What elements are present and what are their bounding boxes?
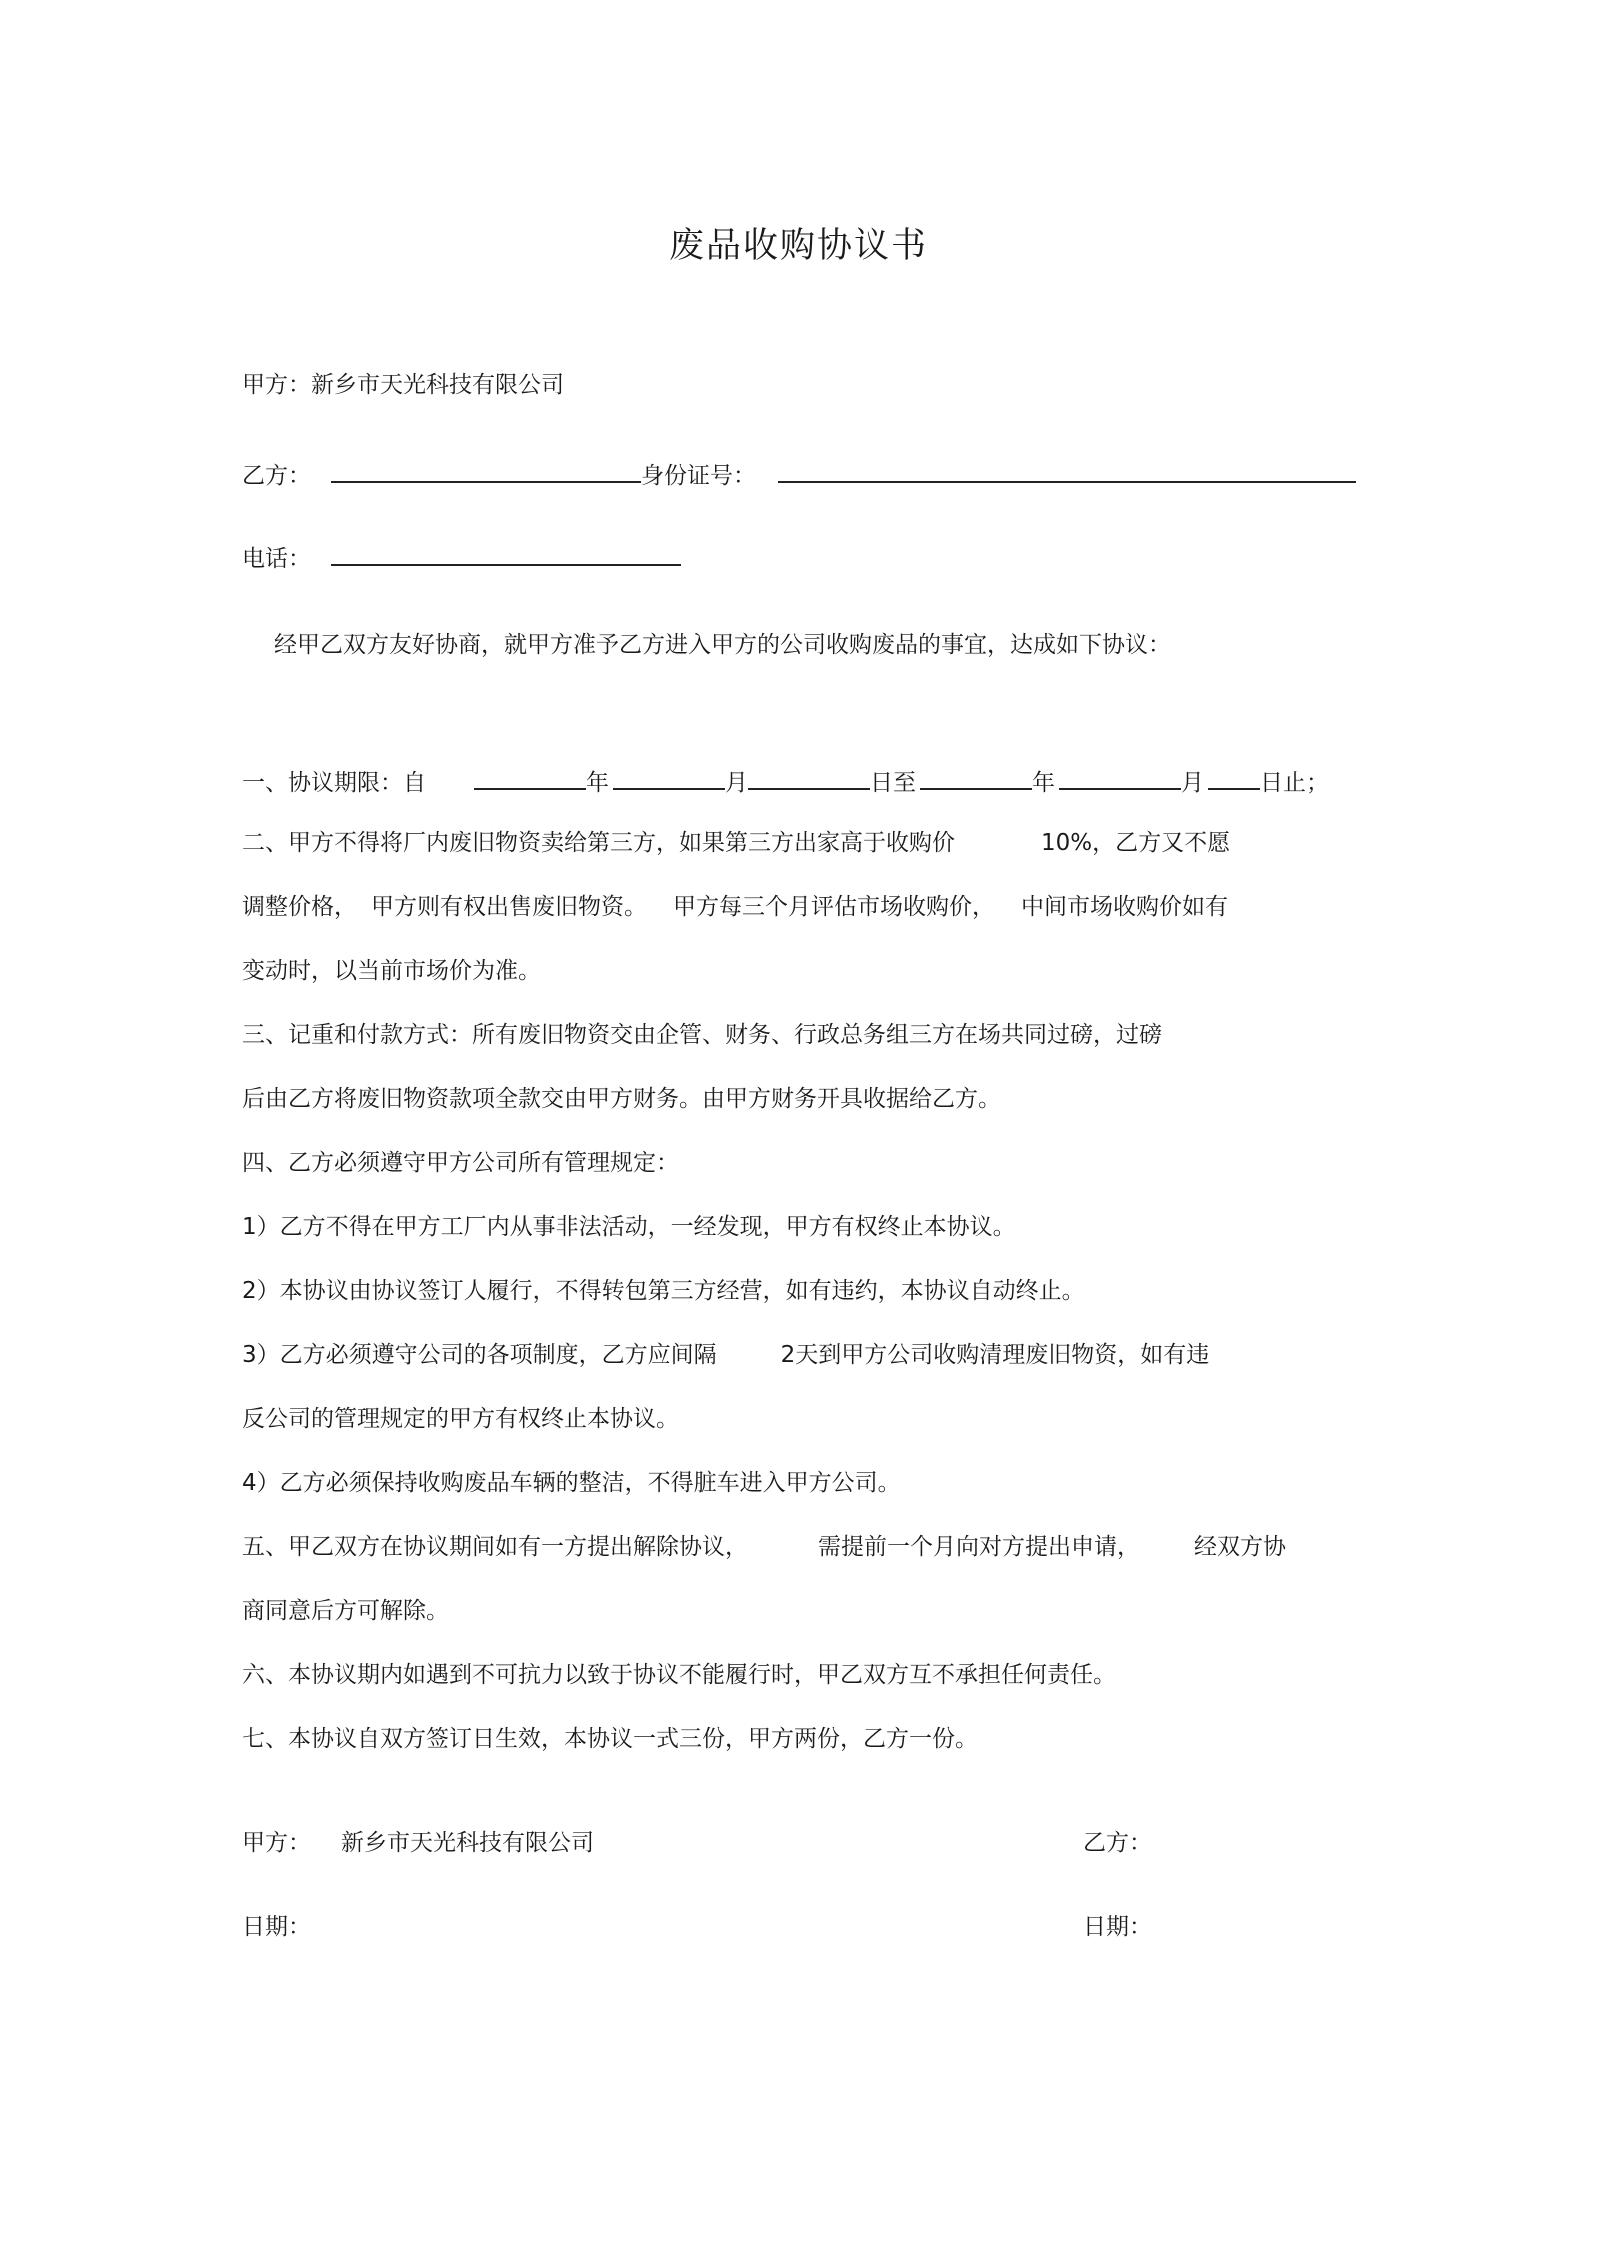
start-month-blank[interactable] <box>613 764 725 790</box>
party-a-name: 新乡市天光科技有限公司 <box>311 372 564 398</box>
clause-4-item-3-text-b: 2天到甲方公司收购清理废旧物资，如有违 <box>780 1342 1210 1368</box>
party-b-name-blank[interactable] <box>331 457 641 483</box>
signature-date-a: 日期： <box>242 1914 311 1940</box>
clause-4-heading: 四、乙方必须遵守甲方公司所有管理规定： <box>242 1150 679 1176</box>
clause-7: 七、本协议自双方签订日生效，本协议一式三份，甲方两份，乙方一份。 <box>242 1726 978 1752</box>
clause-2-line-3: 变动时，以当前市场价为准。 <box>242 958 541 984</box>
clause-1-year2-label: 年 <box>1032 770 1055 796</box>
clause-1-year-label: 年 <box>586 770 609 796</box>
end-day-blank[interactable] <box>1208 764 1260 790</box>
id-label: 身份证号： <box>641 463 756 489</box>
start-year-blank[interactable] <box>474 764 586 790</box>
clause-6: 六、本协议期内如遇到不可抗力以致于协议不能履行时，甲乙双方互不承担任何责任。 <box>242 1662 1116 1688</box>
party-a-label: 甲方： <box>242 372 311 398</box>
clause-5-text-c: 经双方协 <box>1194 1534 1286 1560</box>
clause-2-text-f: 中间市场收购价如有 <box>1021 894 1228 920</box>
signature-party-b: 乙方： <box>1083 1830 1152 1856</box>
clause-2-text-d: 甲方则有权出售废旧物资。 <box>371 894 647 920</box>
id-number-blank[interactable] <box>778 457 1356 483</box>
signature-party-a-name: 新乡市天光科技有限公司 <box>341 1830 594 1856</box>
start-day-blank[interactable] <box>748 764 870 790</box>
phone-line <box>242 540 681 574</box>
party-a-line <box>242 370 564 400</box>
clause-3-line-2: 后由乙方将废旧物资款项全款交由甲方财务。由甲方财务开具收据给乙方。 <box>242 1086 1001 1112</box>
clause-4-item-4: 4）乙方必须保持收购废品车辆的整洁，不得脏车进入甲方公司。 <box>242 1470 901 1496</box>
party-b-label: 乙方： <box>242 463 311 489</box>
intro-paragraph: 经甲乙双方友好协商，就甲方准予乙方进入甲方的公司收购废品的事宜，达成如下协议： <box>274 632 1171 658</box>
end-year-blank[interactable] <box>920 764 1032 790</box>
clause-2-text-e: 甲方每三个月评估市场收购价， <box>673 894 995 920</box>
phone-blank[interactable] <box>331 540 681 566</box>
clause-4-item-2: 2）本协议由协议签订人履行，不得转包第三方经营，如有违约，本协议自动终止。 <box>242 1278 1085 1304</box>
clause-1-month2-label: 月 <box>1181 770 1204 796</box>
clause-1-end-label: 日止； <box>1260 770 1329 796</box>
party-b-line <box>242 457 1356 491</box>
clause-2-text-c: 调整价格， <box>242 894 357 920</box>
signature-party-a <box>242 1828 594 1858</box>
clause-5-text-b: 需提前一个月向对方提出申请， <box>818 1534 1140 1560</box>
clause-5-line-1 <box>242 1532 1286 1562</box>
clause-1-day-to-label: 日至 <box>870 770 916 796</box>
clause-4-item-1: 1）乙方不得在甲方工厂内从事非法活动，一经发现，甲方有权终止本协议。 <box>242 1214 1016 1240</box>
clause-4-item-3 <box>242 1340 1209 1370</box>
clause-5-line-2: 商同意后方可解除。 <box>242 1598 449 1624</box>
phone-label: 电话： <box>242 546 311 572</box>
signature-date-b: 日期： <box>1083 1914 1152 1940</box>
clause-4-item-3-text-a: 3）乙方必须遵守公司的各项制度，乙方应间隔 <box>242 1342 717 1368</box>
clause-2-line-2 <box>242 892 1228 922</box>
clause-5-text-a: 五、甲乙双方在协议期间如有一方提出解除协议， <box>242 1534 748 1560</box>
document-title: 废品收购协议书 <box>668 226 928 266</box>
signature-party-a-label: 甲方： <box>242 1830 311 1856</box>
clause-2-text-a: 二、甲方不得将厂内废旧物资卖给第三方，如果第三方出家高于收购价 <box>242 830 955 856</box>
clause-1-month-label: 月 <box>725 770 748 796</box>
clause-4-item-3-cont: 反公司的管理规定的甲方有权终止本协议。 <box>242 1406 679 1432</box>
clause-2-text-b: 10%，乙方又不愿 <box>1041 830 1231 856</box>
clause-2-line-1 <box>242 828 1230 858</box>
clause-3-line-1: 三、记重和付款方式：所有废旧物资交由企管、财务、行政总务组三方在场共同过磅，过磅 <box>242 1022 1162 1048</box>
clause-1 <box>242 764 1329 798</box>
end-month-blank[interactable] <box>1059 764 1181 790</box>
clause-1-prefix: 一、协议期限：自 <box>242 770 426 796</box>
